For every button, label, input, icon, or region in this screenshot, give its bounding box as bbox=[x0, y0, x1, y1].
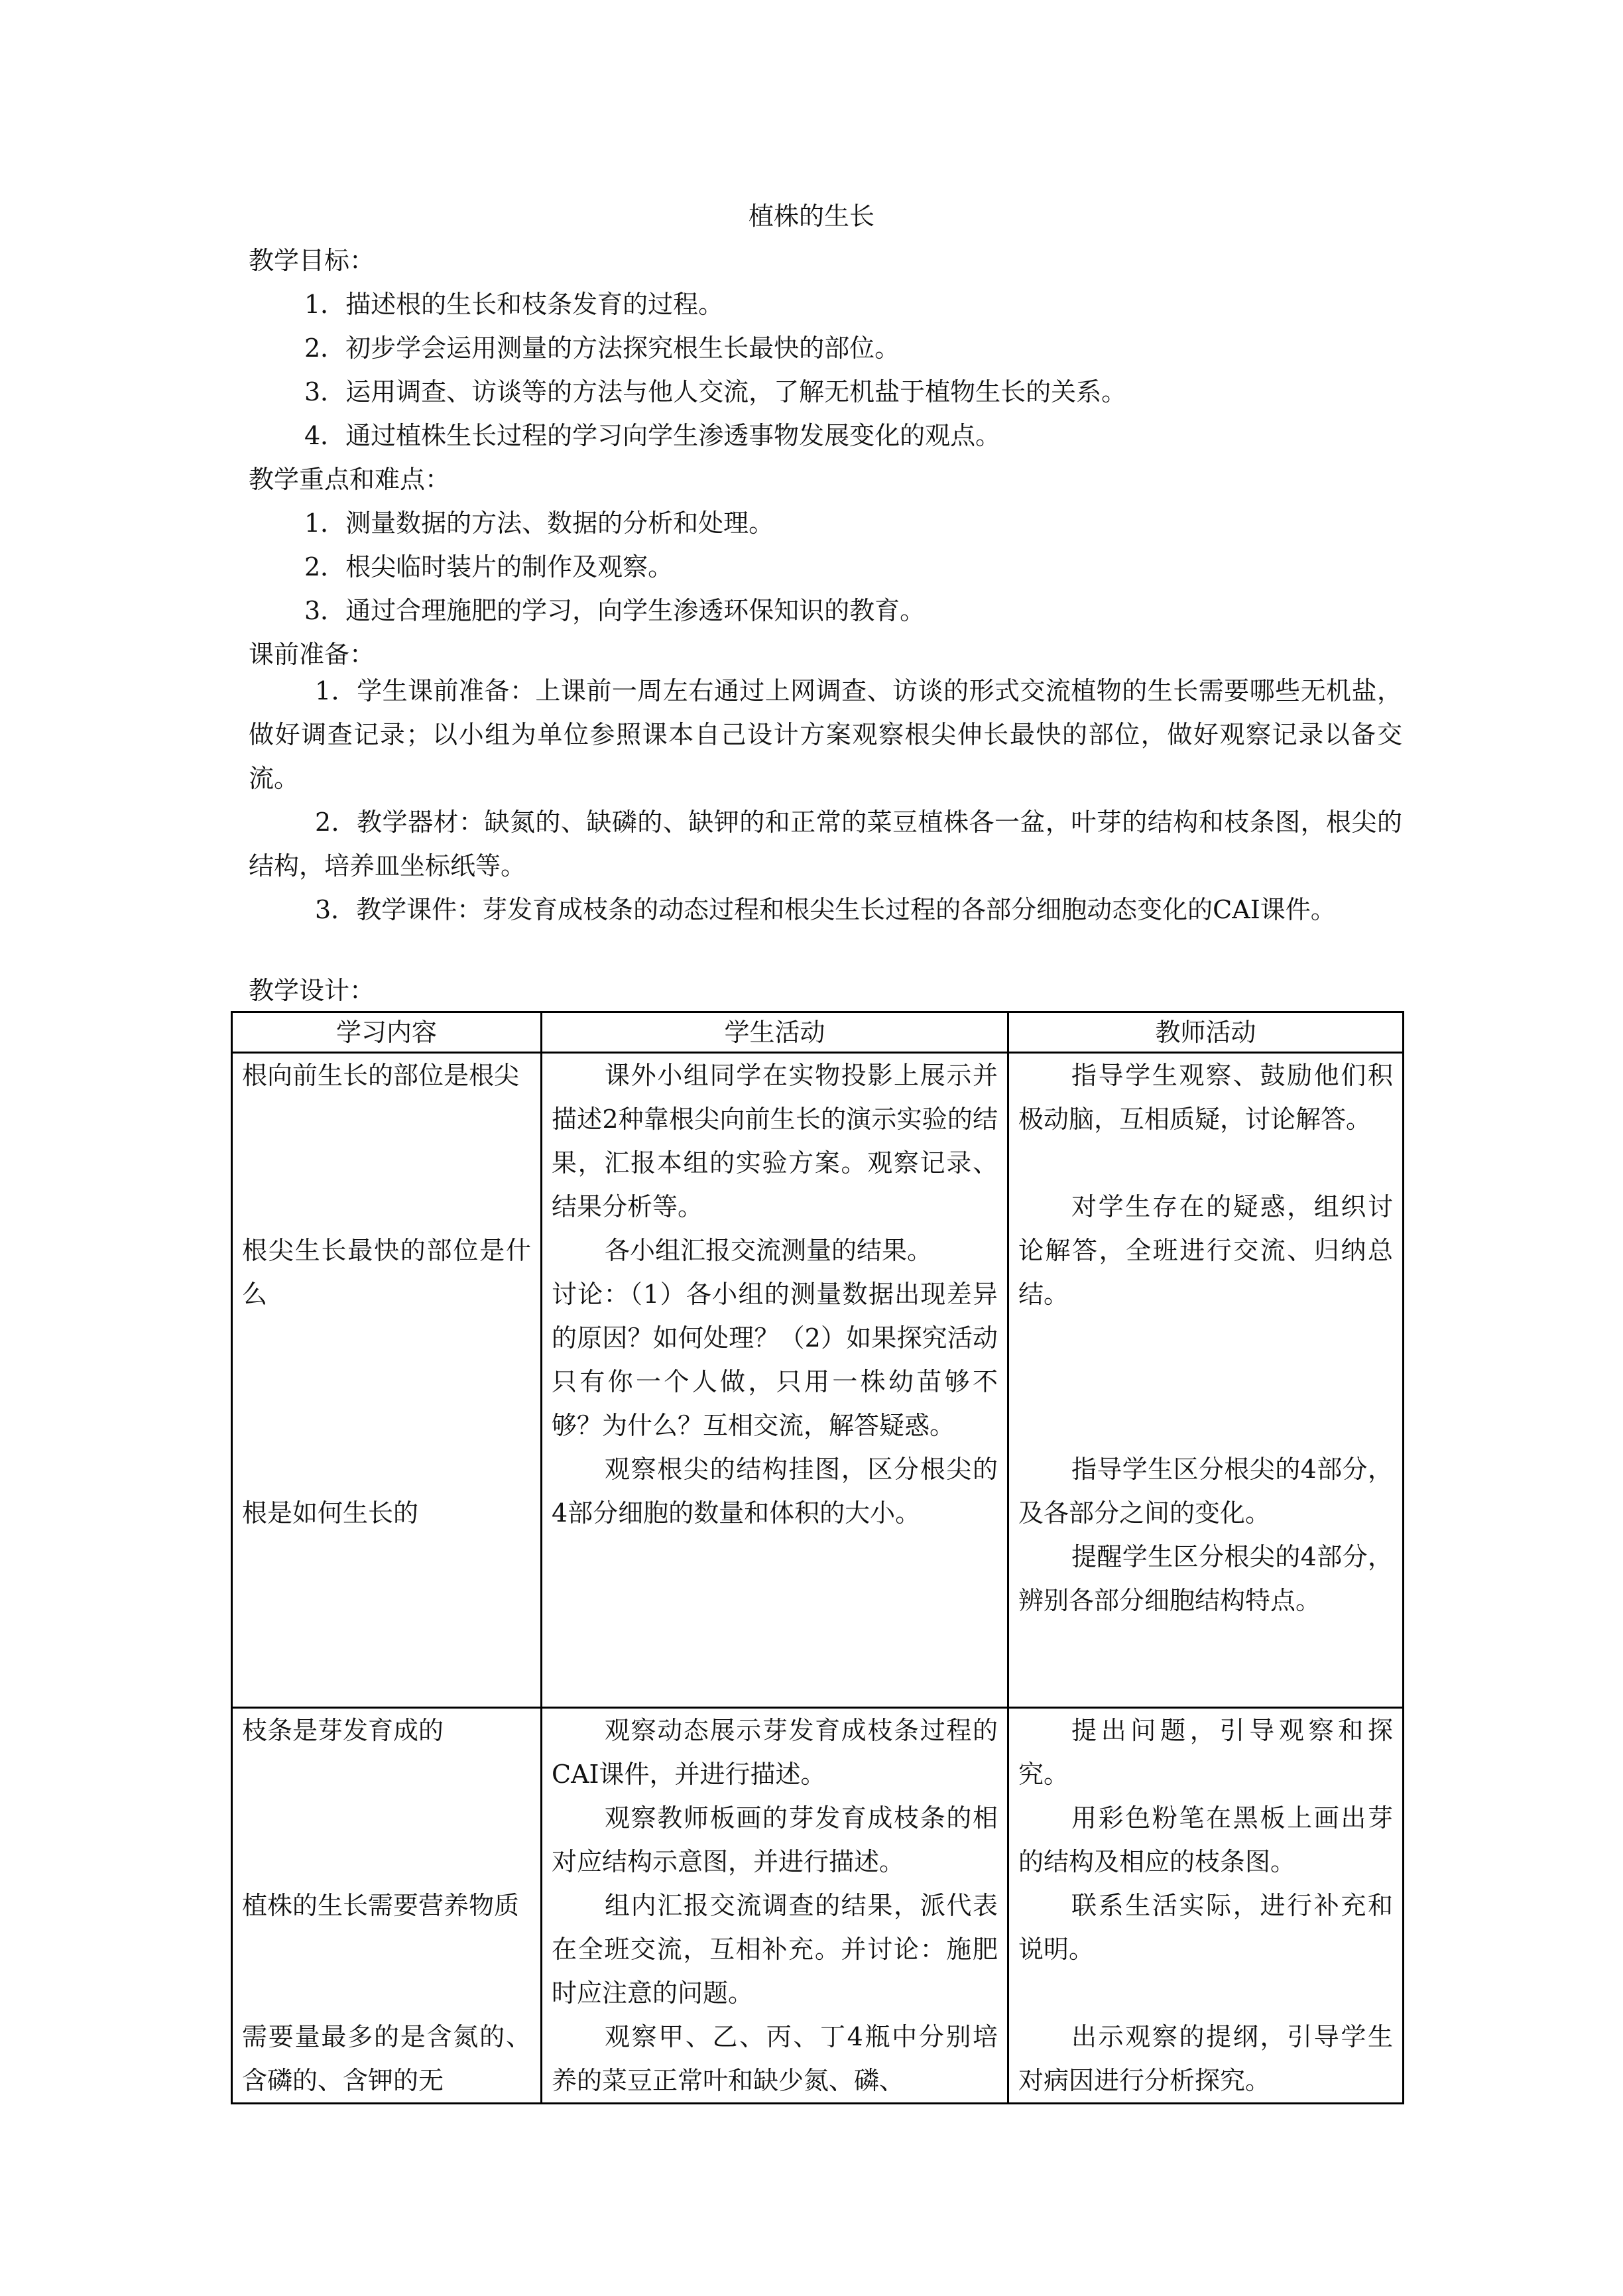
student-activity-cell bbox=[542, 1708, 1008, 2104]
key-point-item: 3．通过合理施肥的学习，向学生渗透环保知识的教育。 bbox=[304, 596, 926, 625]
column-header: 教师活动 bbox=[1008, 1012, 1404, 1053]
content-topic: 根尖生长最快的部位是什么 bbox=[242, 1236, 531, 1309]
teacher-activity: 指导学生区分根尖的4部分，及各部分之间的变化。 bbox=[1018, 1455, 1393, 1528]
student-activity-cell bbox=[542, 1053, 1008, 1708]
teacher-activity: 出示观察的提纲，引导学生对病因进行分析探究。 bbox=[1018, 2022, 1393, 2095]
design-heading: 教学设计： bbox=[249, 976, 375, 1005]
student-activity: 观察动态展示芽发育成枝条过程的CAI课件，并进行描述。 bbox=[552, 1716, 998, 1789]
teacher-activity: 提出问题，引导观察和探究。 bbox=[1018, 1716, 1393, 1789]
student-activity: 观察根尖的结构挂图，区分根尖的4部分细胞的数量和体积的大小。 bbox=[552, 1455, 998, 1528]
preparation-item: 1．学生课前准备：上课前一周左右通过上网调查、访谈的形式交流植物的生长需要哪些无机盐，做好调查记录；以小组为单位参照课本自己设计方案观察根尖伸长最快的部位，做好观察记录以备交流。 bbox=[249, 676, 1402, 793]
spacer bbox=[1018, 1141, 1393, 1185]
objective-item: 2．初步学会运用测量的方法探究根生长最快的部位。 bbox=[304, 333, 900, 363]
objectives-heading: 教学目标： bbox=[249, 246, 375, 275]
objective-item: 4．通过植株生长过程的学习向学生渗透事物发展变化的观点。 bbox=[304, 421, 1001, 450]
teacher-activity: 用彩色粉笔在黑板上画出芽的结构及相应的枝条图。 bbox=[1018, 1803, 1393, 1876]
content-topic: 枝条是芽发育成的 bbox=[242, 1716, 444, 1745]
objective-item: 3．运用调查、访谈等的方法与他人交流，了解无机盐于植物生长的关系。 bbox=[304, 377, 1127, 406]
key-point-item: 1．测量数据的方法、数据的分析和处理。 bbox=[304, 509, 774, 538]
key-points-heading: 教学重点和难点： bbox=[249, 465, 451, 494]
content-topic: 根向前生长的部位是根尖 bbox=[242, 1061, 520, 1090]
student-activity: 观察教师板画的芽发育成枝条的相对应结构示意图，并进行描述。 bbox=[552, 1803, 998, 1876]
column-header: 学生活动 bbox=[542, 1012, 1008, 1053]
content-topic: 植株的生长需要营养物质 bbox=[242, 1891, 520, 1920]
student-activity: 各小组汇报交流测量的结果。 bbox=[605, 1236, 933, 1265]
content-cell bbox=[232, 1053, 542, 1708]
teacher-activity: 指导学生观察、鼓励他们积极动脑，互相质疑，讨论解答。 bbox=[1018, 1061, 1393, 1134]
content-topic: 需要量最多的是含氮的、含磷的、含钾的无 bbox=[242, 2022, 531, 2095]
content-topic: 根是如何生长的 bbox=[242, 1498, 419, 1528]
teacher-activity: 提醒学生区分根尖的4部分，辨别各部分细胞结构特点。 bbox=[1018, 1542, 1393, 1615]
table-row bbox=[232, 1708, 1404, 2104]
preparation-item: 2．教学器材：缺氮的、缺磷的、缺钾的和正常的菜豆植株各一盆，叶芽的结构和枝条图，根尖的结构，培养皿坐标纸等。 bbox=[249, 808, 1402, 880]
page-title: 植株的生长 bbox=[748, 202, 874, 231]
teaching-design-table bbox=[231, 1011, 1404, 2104]
column-header: 学习内容 bbox=[232, 1012, 542, 1053]
student-activity: 观察甲、乙、丙、丁4瓶中分别培养的菜豆正常叶和缺少氮、磷、 bbox=[552, 2022, 998, 2095]
objective-item: 1．描述根的生长和枝条发育的过程。 bbox=[304, 290, 724, 319]
student-activity: 组内汇报交流调查的结果，派代表在全班交流，互相补充。并讨论：施肥时应注意的问题。 bbox=[552, 1891, 998, 2008]
preparation-item: 3．教学课件：芽发育成枝条的动态过程和根尖生长过程的各部分细胞动态变化的CAI课件。 bbox=[315, 895, 1336, 924]
teacher-activity-cell bbox=[1008, 1053, 1404, 1708]
table-row bbox=[232, 1053, 1404, 1708]
student-activity: 课外小组同学在实物投影上展示并描述2种靠根尖向前生长的演示实验的结果，汇报本组的实验方案。观察记录、结果分析等。 bbox=[552, 1061, 998, 1221]
key-point-item: 2．根尖临时装片的制作及观察。 bbox=[304, 552, 674, 581]
teacher-activity: 联系生活实际，进行补充和说明。 bbox=[1018, 1891, 1393, 1964]
preparation-heading: 课前准备： bbox=[249, 640, 375, 669]
student-activity: 讨论：（1）各小组的测量数据出现差异的原因？如何处理？（2）如果探究活动只有你一个人做，只用一株幼苗够不够？为什么？互相交流，解答疑惑。 bbox=[552, 1280, 998, 1440]
table-header-row bbox=[232, 1012, 1404, 1053]
content-cell bbox=[232, 1708, 542, 2104]
teacher-activity-cell bbox=[1008, 1708, 1404, 2104]
teacher-activity: 对学生存在的疑惑，组织讨论解答，全班进行交流、归纳总结。 bbox=[1018, 1192, 1393, 1309]
